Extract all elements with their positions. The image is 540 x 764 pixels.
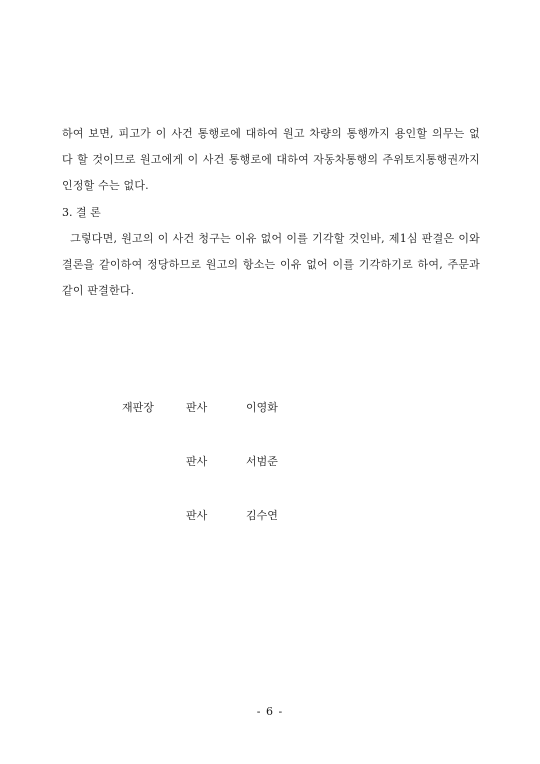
body-paragraph (62, 226, 480, 304)
paragraph-line: 하여 보면, 피고가 이 사건 통행로에 대하여 원고 차량의 통행까지 용인할 의무는 없 (62, 127, 480, 140)
section-heading: 3. 결 론 (62, 206, 101, 219)
presiding-judge-label: 재판장 (122, 401, 154, 414)
paragraph-line: 그렇다면, 원고의 이 사건 청구는 이유 없어 이를 기각할 것인바, 제1심 판결은 이와 (62, 232, 480, 245)
body-paragraph (62, 121, 480, 199)
judge-title: 판사 (186, 401, 208, 414)
page-number: - 6 - (256, 705, 284, 718)
paragraph-line: 같이 판결한다. (62, 284, 135, 297)
paragraph-line: 결론을 같이하여 정당하므로 원고의 항소는 이유 없어 이를 기각하기로 하여, 주문과 (62, 258, 480, 271)
judge-name: 이영화 (246, 401, 278, 414)
judge-title: 판사 (186, 455, 208, 468)
paragraph-line: 다 할 것이므로 원고에게 이 사건 통행로에 대하여 자동차통행의 주위토지통행권까지 (62, 153, 480, 166)
paragraph-line: 인정할 수는 없다. (62, 179, 149, 192)
judge-title: 판사 (186, 509, 208, 522)
judge-name: 김수연 (246, 509, 278, 522)
judge-name: 서범준 (246, 455, 278, 468)
